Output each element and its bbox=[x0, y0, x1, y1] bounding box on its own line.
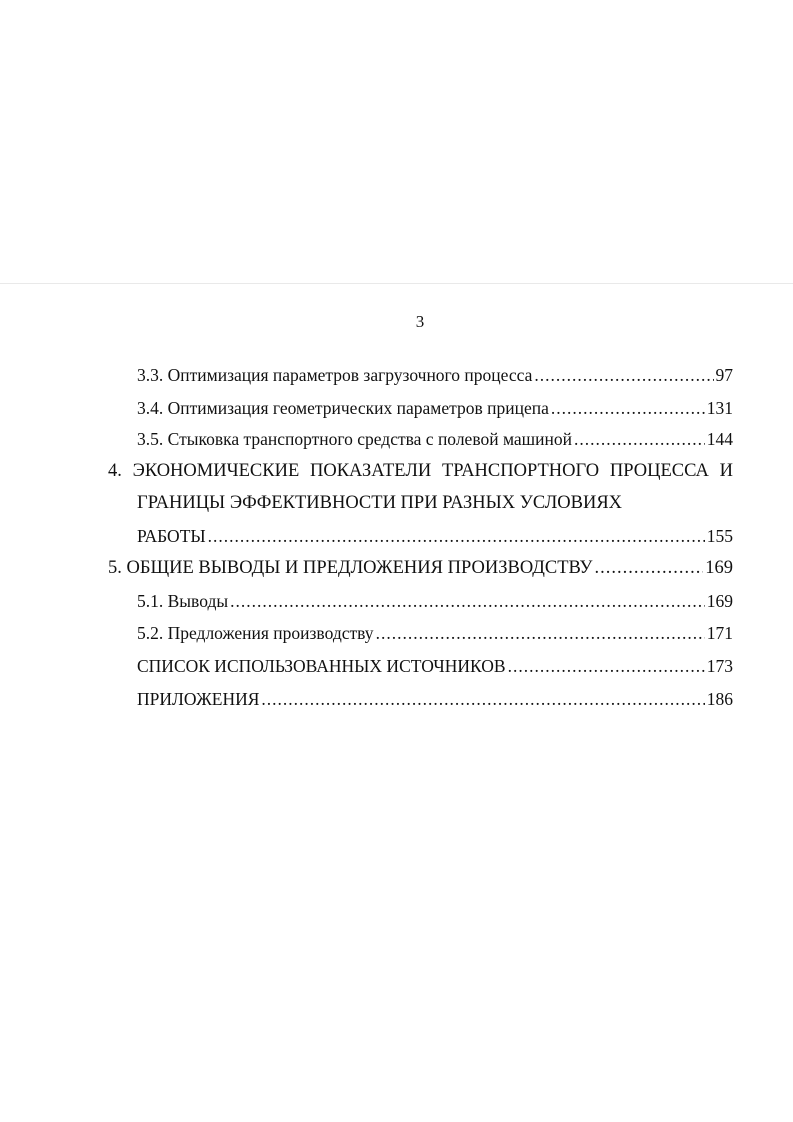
toc-page-number: 169 bbox=[705, 558, 733, 578]
toc-entry-title: 5.1. Выводы bbox=[137, 591, 229, 611]
toc-entry-title: 3.5. Стыковка транспортного средства с полевой машиной bbox=[137, 429, 573, 449]
dot-leader bbox=[230, 590, 705, 612]
toc-entry-appendix[interactable] bbox=[137, 688, 733, 710]
dot-leader bbox=[574, 428, 705, 450]
toc-entry-3-4[interactable] bbox=[137, 397, 733, 419]
toc-page-number: 97 bbox=[715, 365, 733, 385]
toc-entry-title: СПИСОК ИСПОЛЬЗОВАННЫХ ИСТОЧНИКОВ bbox=[137, 656, 506, 676]
dot-leader bbox=[376, 622, 705, 644]
toc-entry-3-3[interactable] bbox=[137, 364, 733, 386]
toc-word: ПРОЦЕССА bbox=[609, 461, 709, 481]
toc-entry-4-line-2[interactable] bbox=[137, 492, 622, 514]
toc-word: ЭКОНОМИЧЕСКИЕ bbox=[132, 461, 300, 481]
dot-leader bbox=[208, 525, 705, 547]
toc-entry-title: 5. ОБЩИЕ ВЫВОДЫ И ПРЕДЛОЖЕНИЯ ПРОИЗВОДСТВУ bbox=[108, 558, 593, 578]
toc-word: 4. bbox=[108, 461, 122, 481]
scan-edge-line bbox=[0, 283, 793, 284]
toc-entry-5-1[interactable] bbox=[137, 590, 733, 612]
toc-word: ПОКАЗАТЕЛИ bbox=[310, 461, 432, 481]
toc-entry-3-5[interactable] bbox=[137, 428, 733, 450]
dot-leader bbox=[261, 688, 704, 710]
toc-entry-title: 3.3. Оптимизация параметров загрузочного процесса bbox=[137, 365, 533, 385]
dot-leader bbox=[551, 397, 705, 419]
toc-page-number: 155 bbox=[706, 526, 733, 546]
toc-entry-title: РАБОТЫ bbox=[137, 526, 206, 546]
toc-word: ТРАНСПОРТНОГО bbox=[441, 461, 600, 481]
toc-entry-sources[interactable] bbox=[137, 655, 733, 677]
toc-page-number: 186 bbox=[706, 689, 733, 709]
page-number: 3 bbox=[415, 312, 425, 331]
toc-page-number: 131 bbox=[706, 398, 733, 418]
toc-entry-4-line-3[interactable] bbox=[137, 525, 733, 547]
toc-page-number: 169 bbox=[706, 591, 733, 611]
dot-leader bbox=[508, 655, 705, 677]
toc-entry-5-2[interactable] bbox=[137, 622, 733, 644]
dot-leader bbox=[534, 364, 713, 386]
toc-entry-title: 3.4. Оптимизация геометрических параметров прицепа bbox=[137, 398, 549, 418]
dot-leader bbox=[594, 557, 703, 579]
toc-entry-title: 5.2. Предложения производству bbox=[137, 623, 374, 643]
toc-word: И bbox=[719, 461, 733, 481]
toc-entry-title: ГРАНИЦЫ ЭФФЕКТИВНОСТИ ПРИ РАЗНЫХ УСЛОВИЯХ bbox=[137, 493, 623, 513]
toc-page-number: 173 bbox=[706, 656, 733, 676]
toc-page-number: 171 bbox=[706, 623, 733, 643]
toc-entry-5[interactable] bbox=[108, 557, 733, 579]
toc-entry-4-line-1[interactable] bbox=[108, 460, 733, 482]
toc-entry-title: ПРИЛОЖЕНИЯ bbox=[137, 689, 260, 709]
toc-page-number: 144 bbox=[706, 429, 733, 449]
